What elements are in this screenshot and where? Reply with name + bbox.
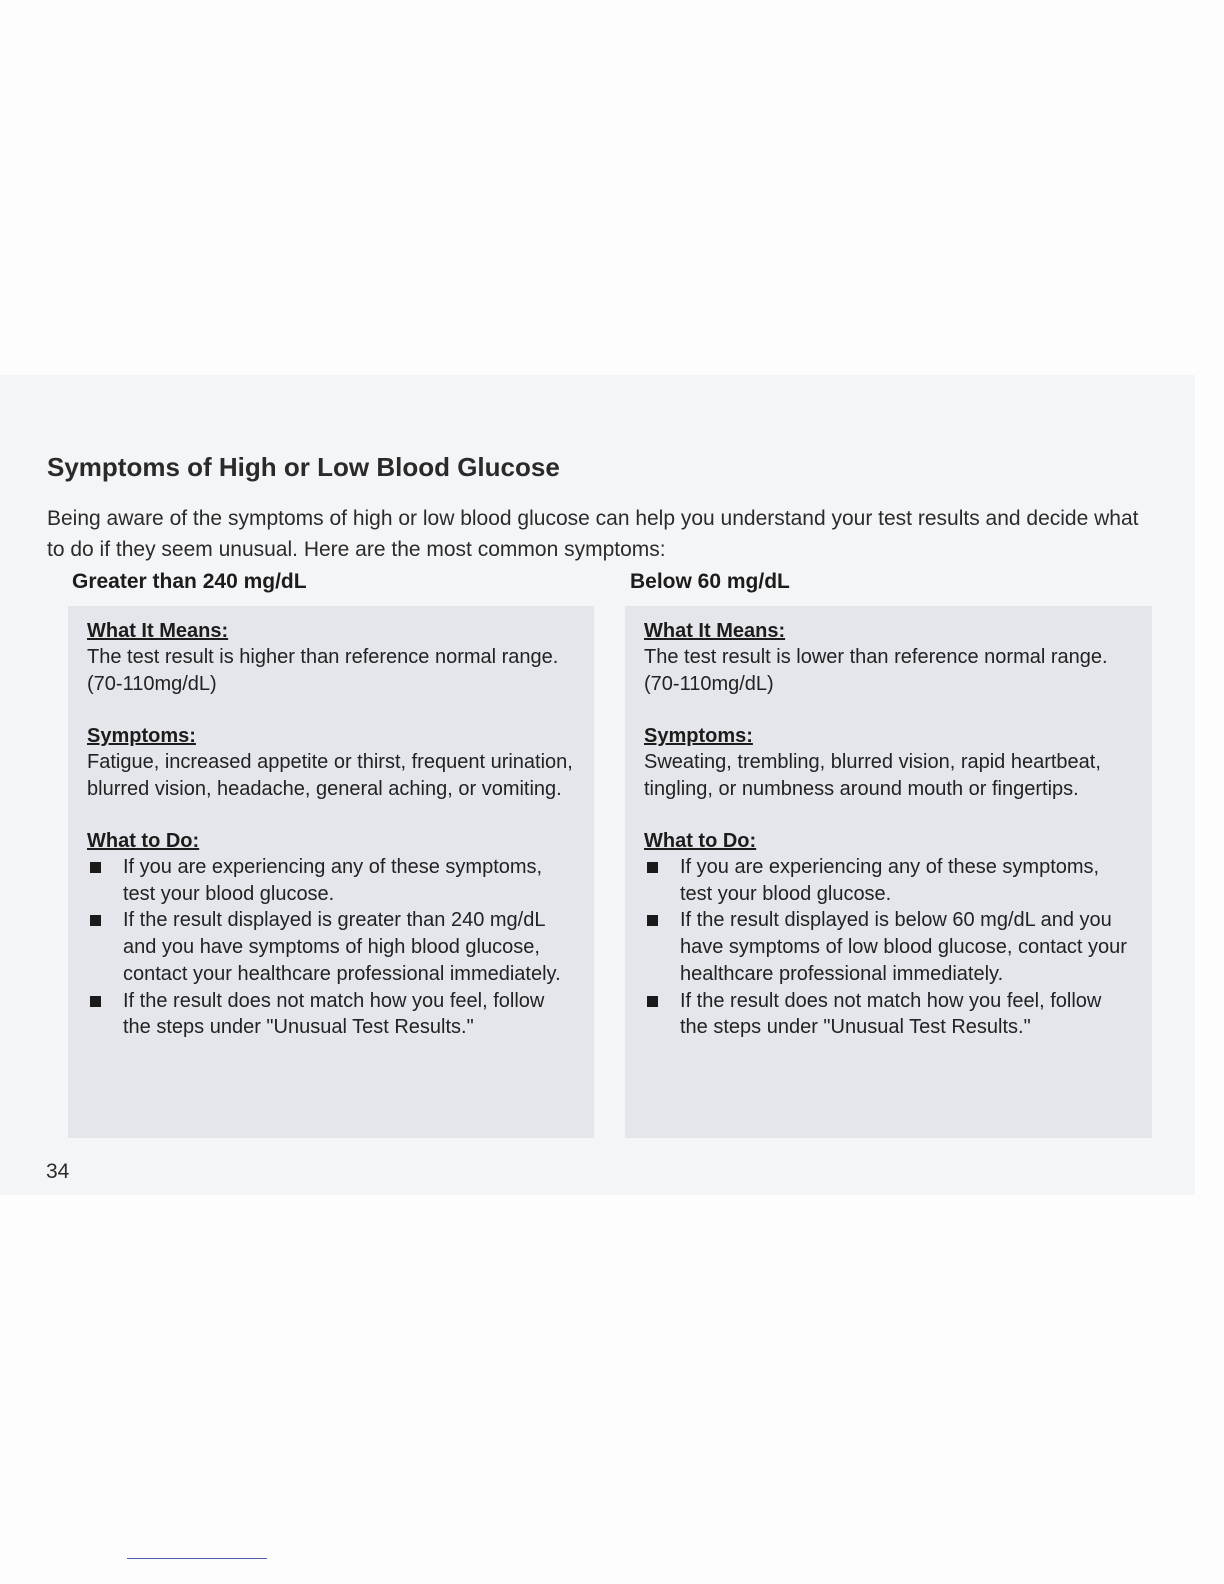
list-item [644,988,1134,1041]
list-item [87,854,576,907]
square-bullet-icon [90,862,101,873]
high-symptoms-title: Symptoms: [87,725,196,747]
list-item [87,988,576,1041]
list-item [87,907,576,987]
list-item [644,907,1134,987]
high-glucose-heading: Greater than 240 mg/dL [72,570,307,593]
high-symptoms-text: Fatigue, increased appetite or thirst, frequent urination, blurred vision, headache, general aching, or vomiting. [87,751,573,800]
low-todo-item-2: If the result displayed is below 60 mg/dL and you have symptoms of low blood glucose, contact your healthcare professional immediately. [680,909,1127,985]
square-bullet-icon [90,915,101,926]
page-number: 34 [46,1160,70,1183]
low-todo-list [644,854,1134,1041]
high-todo-item-1: If you are experiencing any of these symptoms, test your blood glucose. [123,856,543,905]
high-glucose-panel [68,606,594,1138]
square-bullet-icon [90,996,101,1007]
section-title: Symptoms of High or Low Blood Glucose [47,452,560,482]
high-todo-item-3: If the result does not match how you feel, follow the steps under "Unusual Test Results." [123,989,545,1039]
high-todo-list [87,854,576,1041]
square-bullet-icon [647,862,658,873]
low-todo-item-3: If the result does not match how you feel, follow the steps under "Unusual Test Results." [680,989,1102,1039]
low-symptoms-text: Sweating, trembling, blurred vision, rapid heartbeat, tingling, or numbness around mouth or fingertips. [644,751,1101,800]
low-todo-item-1: If you are experiencing any of these symptoms, test your blood glucose. [680,856,1100,905]
low-glucose-panel [625,606,1152,1138]
footer-rule [127,1558,267,1559]
list-item [644,854,1134,907]
low-glucose-heading: Below 60 mg/dL [630,570,790,593]
square-bullet-icon [647,996,658,1007]
high-means-title: What It Means: [87,620,229,642]
low-symptoms-title: Symptoms: [644,725,753,747]
low-means-text: The test result is lower than reference normal range. (70-110mg/dL) [644,646,1108,695]
square-bullet-icon [647,915,658,926]
high-means-text: The test result is higher than reference normal range. (70-110mg/dL) [87,646,559,695]
intro-paragraph: Being aware of the symptoms of high or low blood glucose can help you understand your test results and decide what to do if they seem unusual. Here are the most common symptoms: [47,507,1139,561]
low-means-title: What It Means: [644,620,786,642]
high-todo-title: What to Do: [87,830,200,852]
high-todo-item-2: If the result displayed is greater than 240 mg/dL and you have symptoms of high blood glucose, contact your healthcare professional immediately. [123,909,561,985]
low-todo-title: What to Do: [644,830,757,852]
